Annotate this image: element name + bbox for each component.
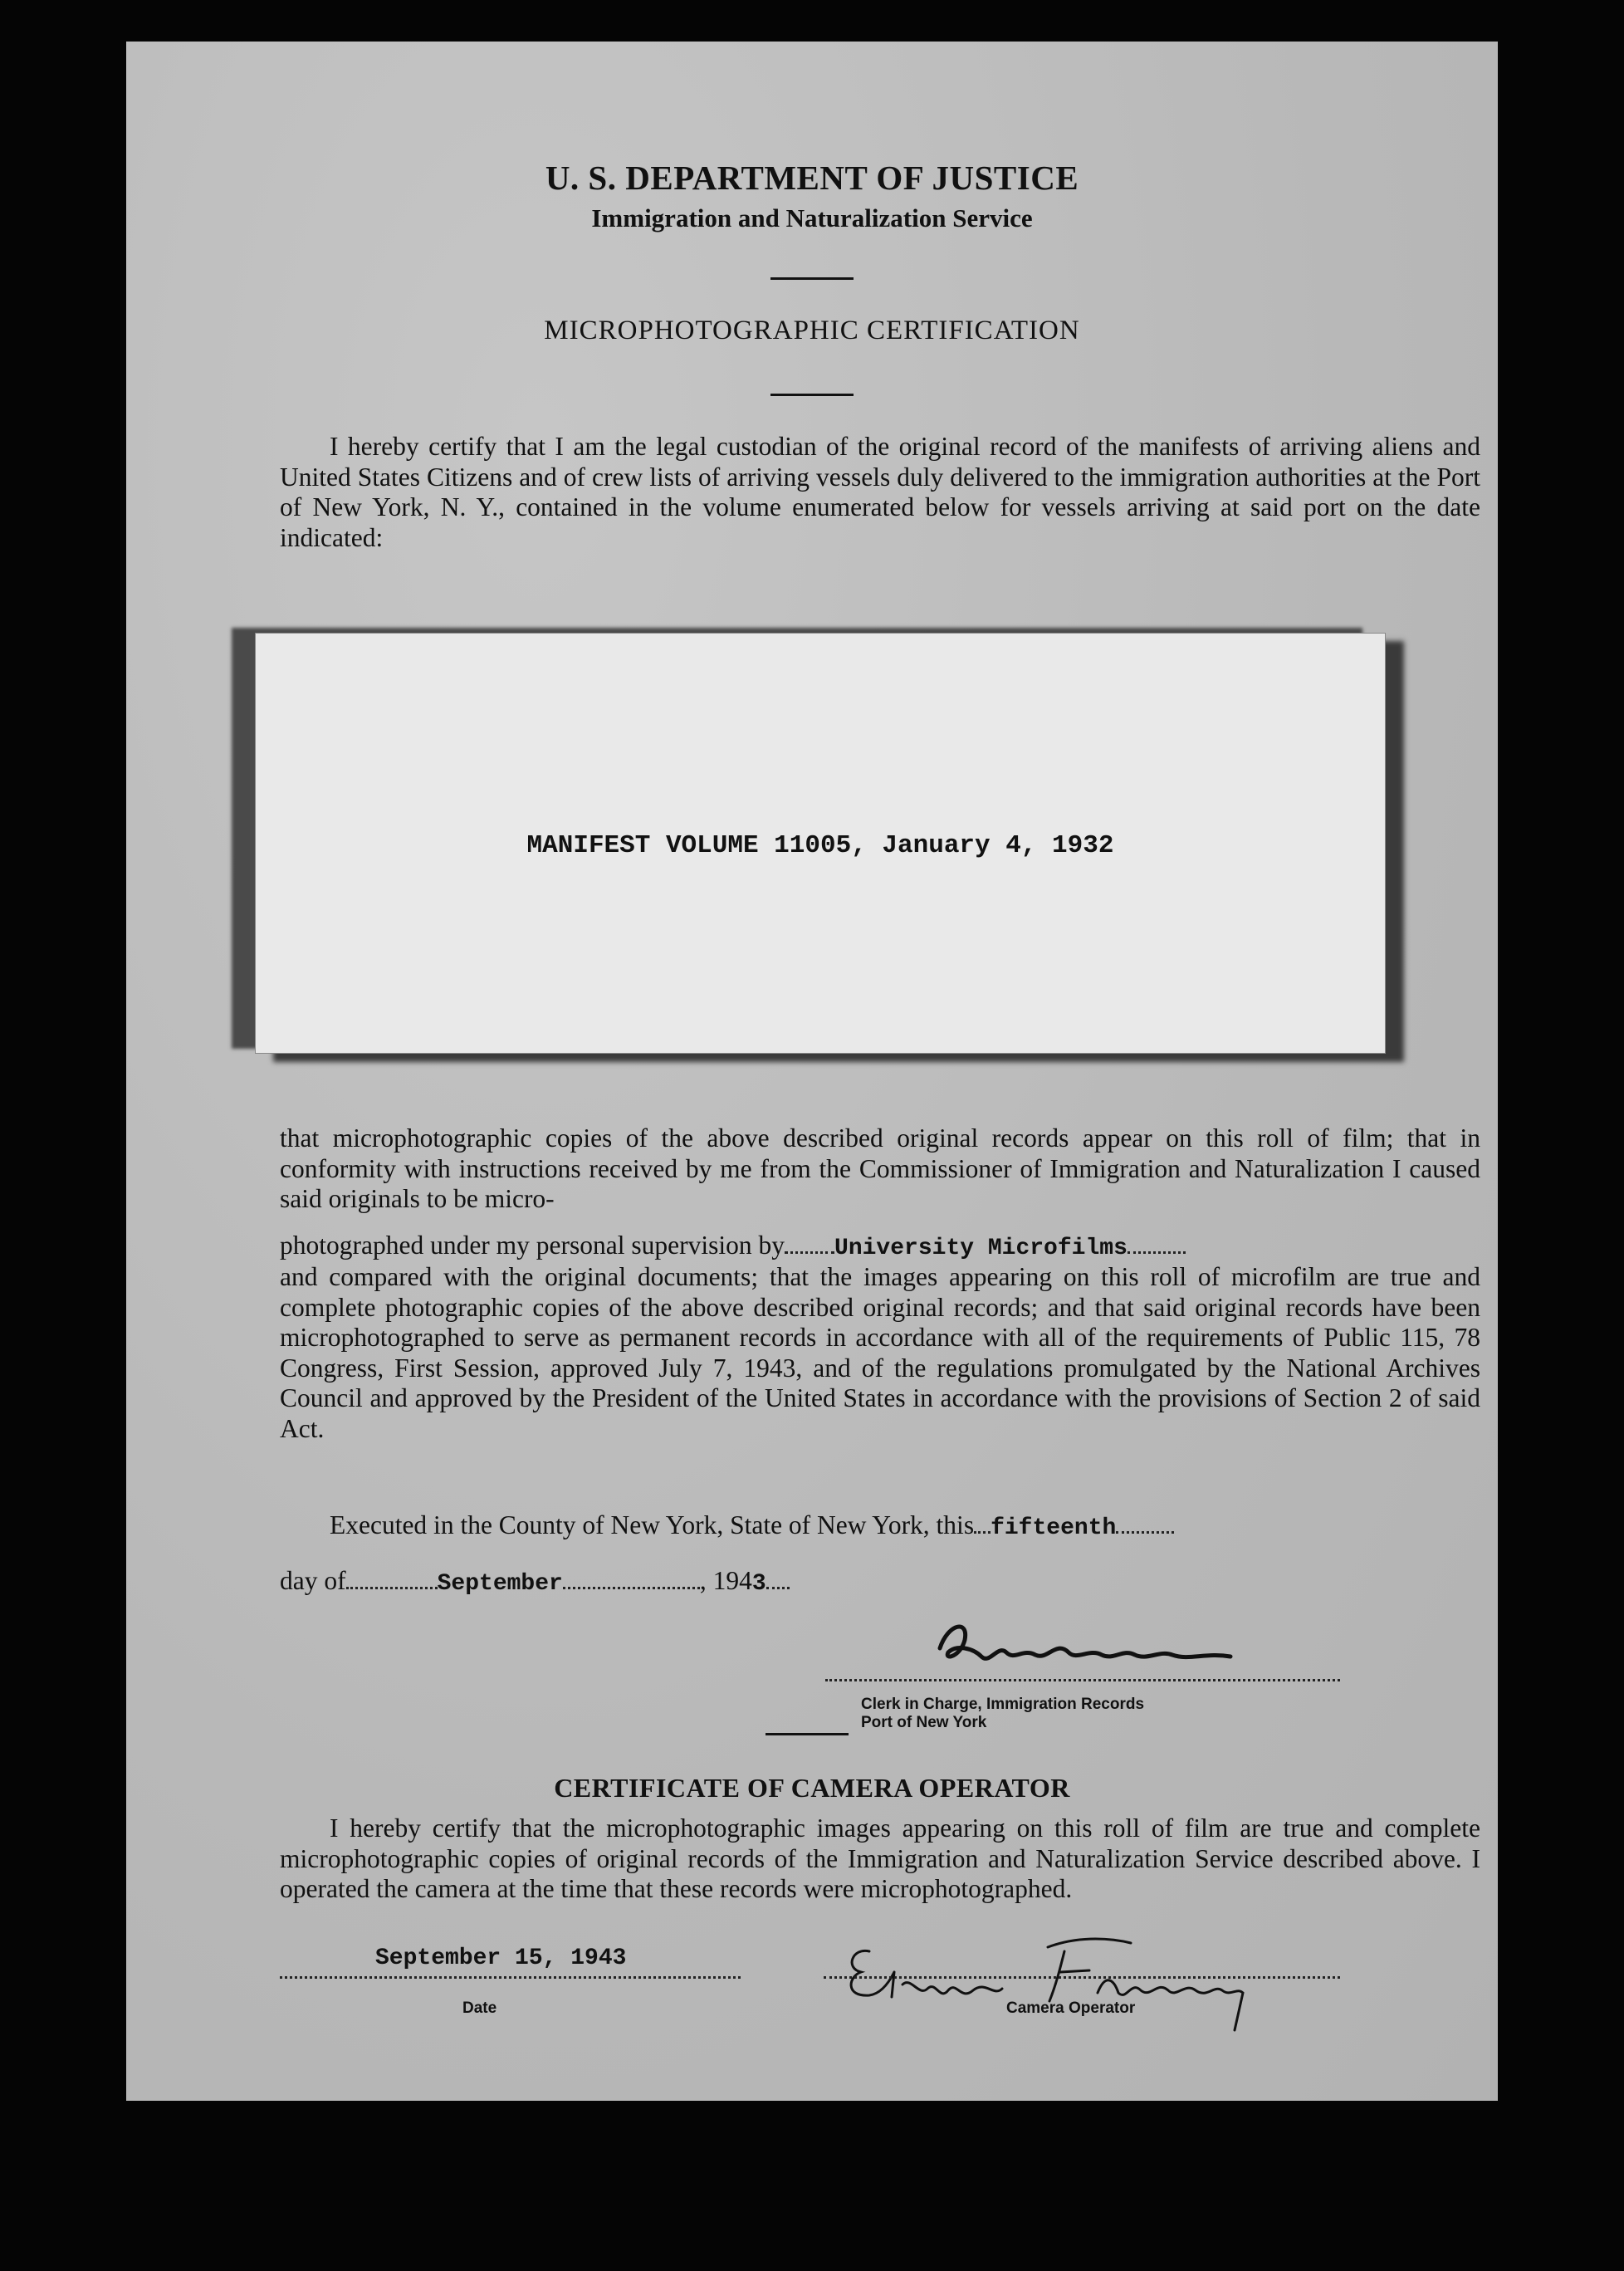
certificate-page xyxy=(126,42,1498,2101)
operator-line xyxy=(824,1976,1340,1979)
year-digit: 3 xyxy=(751,1571,766,1597)
operator-label: Camera Operator xyxy=(1006,1999,1136,2017)
executed-month: September xyxy=(437,1571,563,1597)
intro-paragraph: I hereby certify that I am the legal custodian of the original record of the manifests of arriving aliens and United States Citizens and of crew lists of arriving vessels duly delivered to the immigration authorities at the Port of New York, N. Y., contained in the volume enumerated below for vessels arriving at said port on the date indicated: xyxy=(280,432,1480,552)
clerk-title xyxy=(861,1696,1144,1732)
executed-prefix: Executed in the County of New York, State of New York, this xyxy=(330,1510,975,1539)
year-prefix: , 194 xyxy=(699,1566,752,1595)
body-paragraph-part2: and compared with the original documents; that the images appearing on this roll of microfilm are true and complete photographic copies of the above described original records; and that said original records have been microphotographed to serve as permanent records in accordance with all of the requirements of Public 115, 78 Congress, First Session, approved July 7, 1943, and of the regulations promulgated by the National Archives Council and approved by the President of the United States in accordance with the provisions of Section 2 of said Act. xyxy=(280,1262,1480,1443)
divider-3 xyxy=(766,1733,849,1735)
manifest-volume-text: MANIFEST VOLUME 11005, January 4, 1932 xyxy=(526,831,1114,860)
clerk-signature-line xyxy=(825,1679,1340,1681)
photographed-by-line xyxy=(280,1231,1480,1265)
clerk-title-line1: Clerk in Charge, Immigration Records xyxy=(861,1696,1145,1713)
camera-operator-signature xyxy=(832,1922,1330,2039)
executed-day: fifteenth xyxy=(991,1515,1117,1541)
certification-title: MICROPHOTOGRAPHIC CERTIFICATION xyxy=(544,316,1080,345)
body-paragraph-part1: that microphotographic copies of the above described original records appear on this roll of film; that in conformity with instructions received by me from the Commissioner of Immigration and Naturalization I caused said originals to be micro- xyxy=(280,1123,1480,1213)
day-of-line xyxy=(280,1566,1480,1600)
camera-operator-heading: CERTIFICATE OF CAMERA OPERATOR xyxy=(554,1773,1070,1803)
date-value: September 15, 1943 xyxy=(375,1946,627,1971)
clerk-signature xyxy=(923,1615,1355,1681)
date-label: Date xyxy=(462,1999,497,2017)
divider-1 xyxy=(770,277,854,280)
service-subheading: Immigration and Naturalization Service xyxy=(591,203,1033,232)
clerk-title-line2: Port of New York xyxy=(861,1714,987,1731)
camera-operator-paragraph: I hereby certify that the microphotographic images appearing on this roll of film are true and complete microphotographic copies of original records of the Immigration and Naturalization Service described above. I operated the camera at the time that these records were microphotographed. xyxy=(280,1813,1480,1903)
manifest-volume-slip xyxy=(255,633,1386,1054)
photographer-value: University Microfilms xyxy=(834,1236,1128,1261)
divider-2 xyxy=(770,394,854,396)
day-of-label: day of xyxy=(280,1566,346,1595)
department-heading: U. S. DEPARTMENT OF JUSTICE xyxy=(545,159,1079,197)
photographed-by-prefix: photographed under my personal supervision by xyxy=(280,1231,785,1260)
executed-line xyxy=(280,1510,1480,1544)
date-line xyxy=(280,1976,741,1979)
